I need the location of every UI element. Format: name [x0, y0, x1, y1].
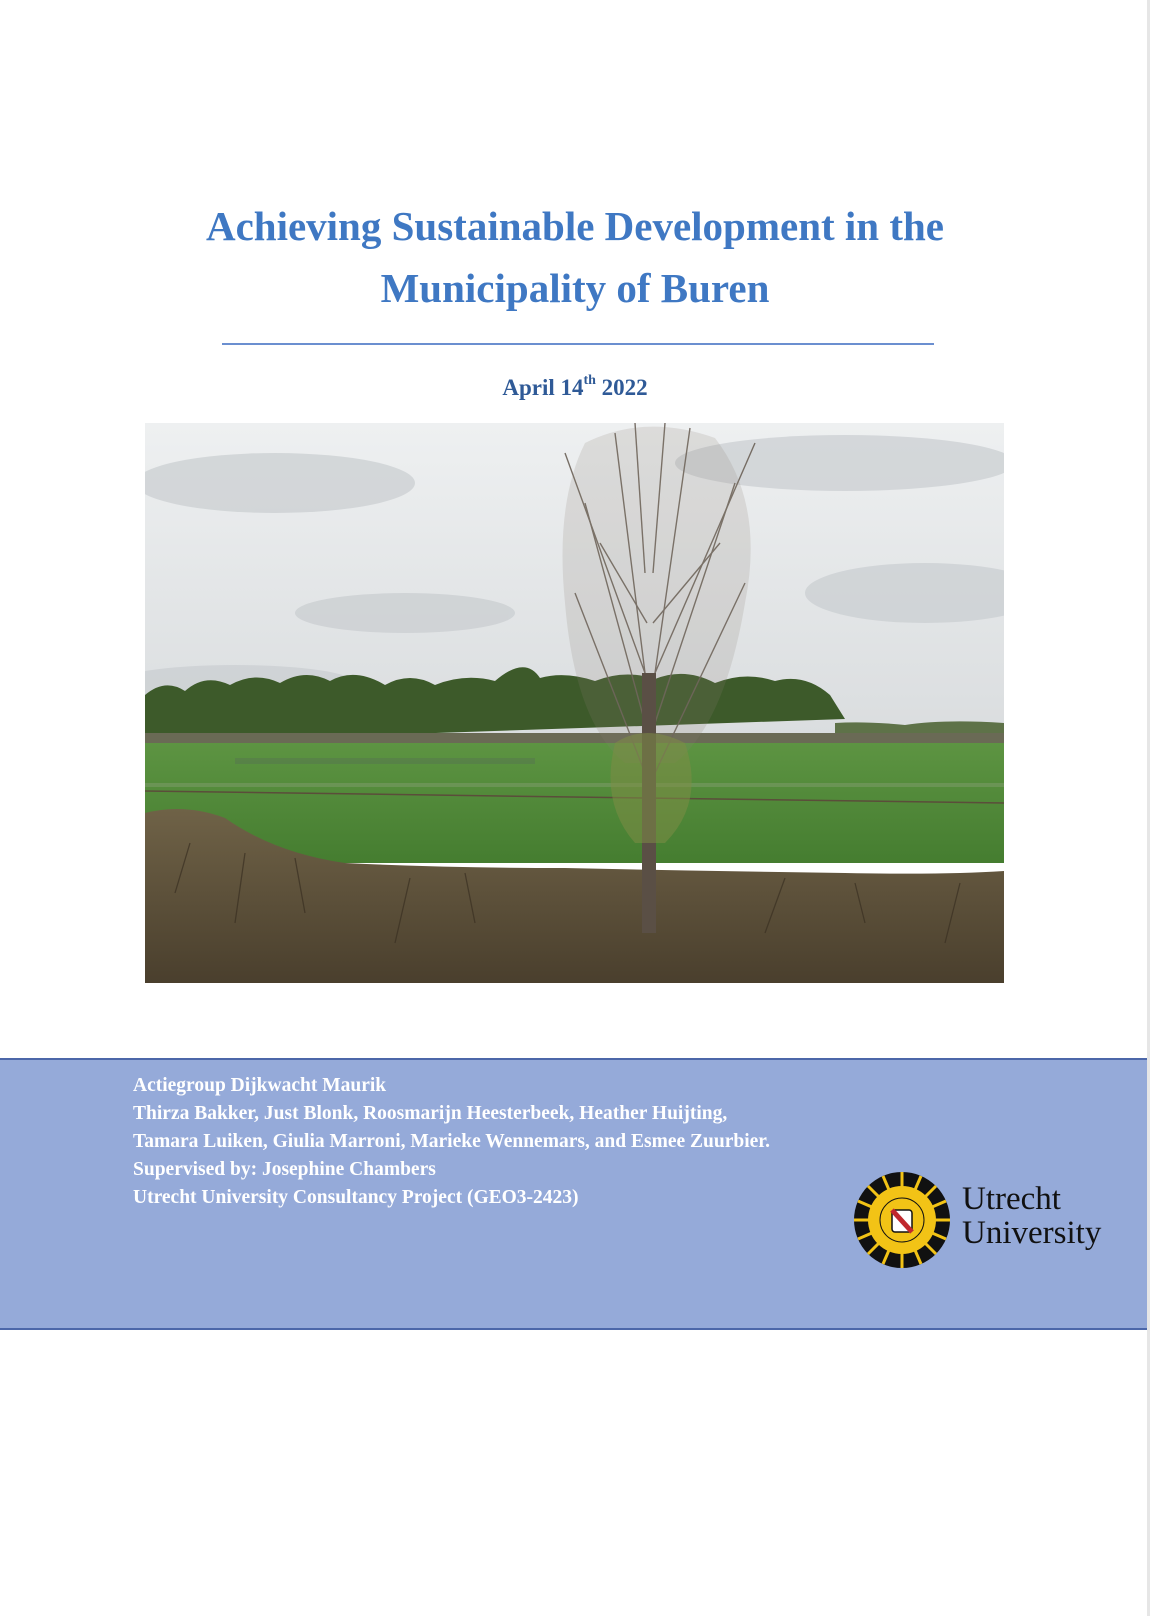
title-divider	[222, 343, 934, 345]
credits-authors-line2: Tamara Luiken, Giulia Marroni, Marieke Wennemars, and Esmee Zuurbier.	[133, 1131, 771, 1152]
document-title: Achieving Sustainable Development in the Municipality of Buren	[205, 203, 945, 311]
date-day: 14th	[560, 373, 596, 400]
sun-seal-icon	[852, 1170, 952, 1270]
credits-block	[133, 1072, 933, 1212]
document-date	[0, 375, 1150, 401]
landscape-photo	[145, 423, 1004, 983]
credits-project: Utrecht University Consultancy Project (GEO3-2423)	[133, 1187, 579, 1208]
date-suffix: th	[583, 373, 596, 388]
logo-name-line2: University	[962, 1215, 1102, 1251]
credits-band	[0, 1058, 1147, 1330]
credits-supervisor: Supervised by: Josephine Chambers	[133, 1159, 436, 1180]
utrecht-university-logo	[852, 1168, 1142, 1272]
date-month: April	[502, 375, 555, 400]
logo-name-line1: Utrecht	[962, 1181, 1061, 1217]
logo-wordmark	[962, 1182, 1101, 1250]
credits-group: Actiegroup Dijkwacht Maurik	[133, 1075, 387, 1096]
date-year: 2022	[601, 375, 648, 400]
credits-authors-line1: Thirza Bakker, Just Blonk, Roosmarijn Heesterbeek, Heather Huijting,	[133, 1103, 728, 1124]
